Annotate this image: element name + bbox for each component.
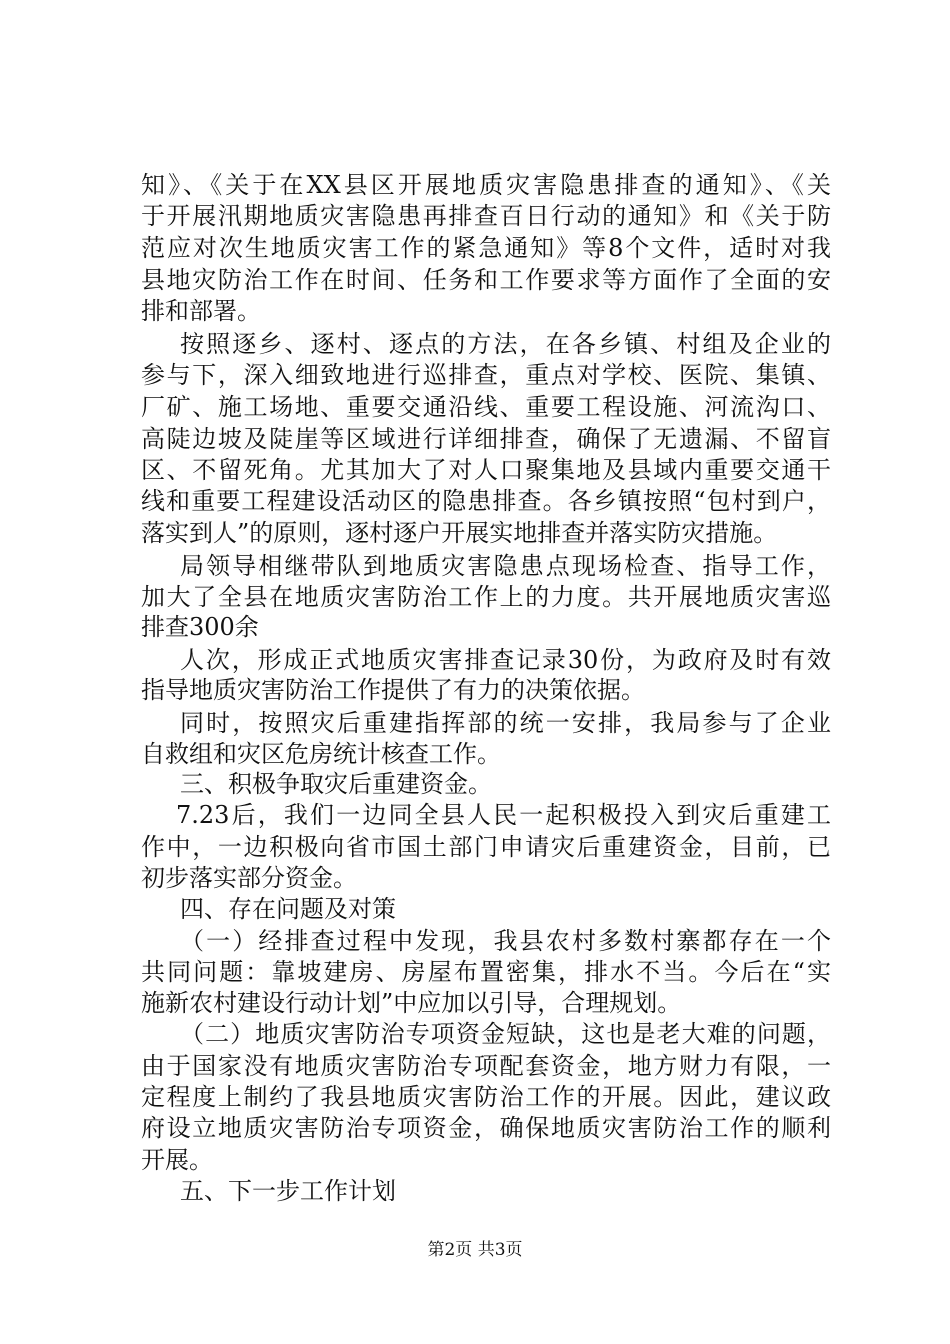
section-heading-3: 三、积极争取灾后重建资金。 — [180, 770, 492, 798]
body-line-9: 高陡边坡及陡崖等区域进行详细排查，确保了无遗漏、不留盲 — [141, 425, 831, 453]
body-line-14: 加大了全县在地质灾害防治工作上的力度。共开展地质灾害巡 — [141, 583, 831, 611]
body-line-16: 人次，形成正式地质灾害排查记录30份，为政府及时有效 — [180, 646, 831, 674]
body-line-10: 区、不留死角。尤其加大了对人口聚集地及县域内重要交通干 — [141, 456, 831, 484]
body-line-27: 施新农村建设行动计划”中应加以引导，合理规划。 — [141, 989, 682, 1017]
body-line-8: 厂矿、施工场地、重要交通沿线、重要工程设施、河流沟口、 — [141, 393, 831, 421]
body-line-3: 范应对次生地质灾害工作的紧急通知》等8个文件，适时对我 — [141, 234, 831, 262]
section-heading-5: 五、下一步工作计划 — [180, 1177, 396, 1205]
body-line-28: （二）地质灾害防治专项资金短缺，这也是老大难的问题， — [180, 1020, 831, 1048]
body-line-30: 定程度上制约了我县地质灾害防治工作的开展。因此，建议政 — [141, 1083, 831, 1111]
body-line-5: 排和部署。 — [141, 297, 261, 325]
body-line-15: 排查300余 — [141, 613, 259, 641]
body-line-17: 指导地质灾害防治工作提供了有力的决策依据。 — [141, 676, 645, 704]
section-heading-4: 四、存在问题及对策 — [180, 895, 396, 923]
body-line-31: 府设立地质灾害防治专项资金，确保地质灾害防治工作的顺利 — [141, 1114, 831, 1142]
body-line-1: 知》、《关于在XX县区开展地质灾害隐患排查的通知》、《关 — [141, 171, 831, 199]
page-number-footer: 第2页 共3页 — [427, 1240, 523, 1260]
body-line-26: 共同问题：靠坡建房、房屋布置密集，排水不当。今后在“实 — [141, 958, 831, 986]
body-line-19: 自救组和灾区危房统计核查工作。 — [141, 740, 501, 768]
body-line-25: （一）经排查过程中发现，我县农村多数村寨都存在一个 — [180, 927, 831, 955]
body-line-22: 作中，一边积极向省市国土部门申请灾后重建资金，目前，已 — [141, 833, 831, 861]
body-line-21: 7.23后，我们一边同全县人民一起积极投入到灾后重建工 — [176, 801, 831, 829]
body-line-7: 参与下，深入细致地进行巡排查，重点对学校、医院、集镇、 — [141, 361, 831, 389]
body-line-29: 由于国家没有地质灾害防治专项配套资金，地方财力有限，一 — [141, 1052, 831, 1080]
body-line-13: 局领导相继带队到地质灾害隐患点现场检查、指导工作， — [180, 552, 831, 580]
body-line-4: 县地灾防治工作在时间、任务和工作要求等方面作了全面的安 — [141, 266, 831, 294]
body-line-18: 同时，按照灾后重建指挥部的统一安排，我局参与了企业 — [180, 709, 831, 737]
body-line-23: 初步落实部分资金。 — [141, 864, 357, 892]
body-line-32: 开展。 — [141, 1146, 213, 1174]
body-line-2: 于开展汛期地质灾害隐患再排查百日行动的通知》和《关于防 — [141, 202, 831, 230]
body-line-12: 落实到人”的原则，逐村逐户开展实地排查并落实防灾措施。 — [141, 519, 778, 547]
body-line-11: 线和重要工程建设活动区的隐患排查。各乡镇按照“包村到户， — [141, 487, 831, 515]
body-line-6: 按照逐乡、逐村、逐点的方法，在各乡镇、村组及企业的 — [180, 330, 831, 358]
